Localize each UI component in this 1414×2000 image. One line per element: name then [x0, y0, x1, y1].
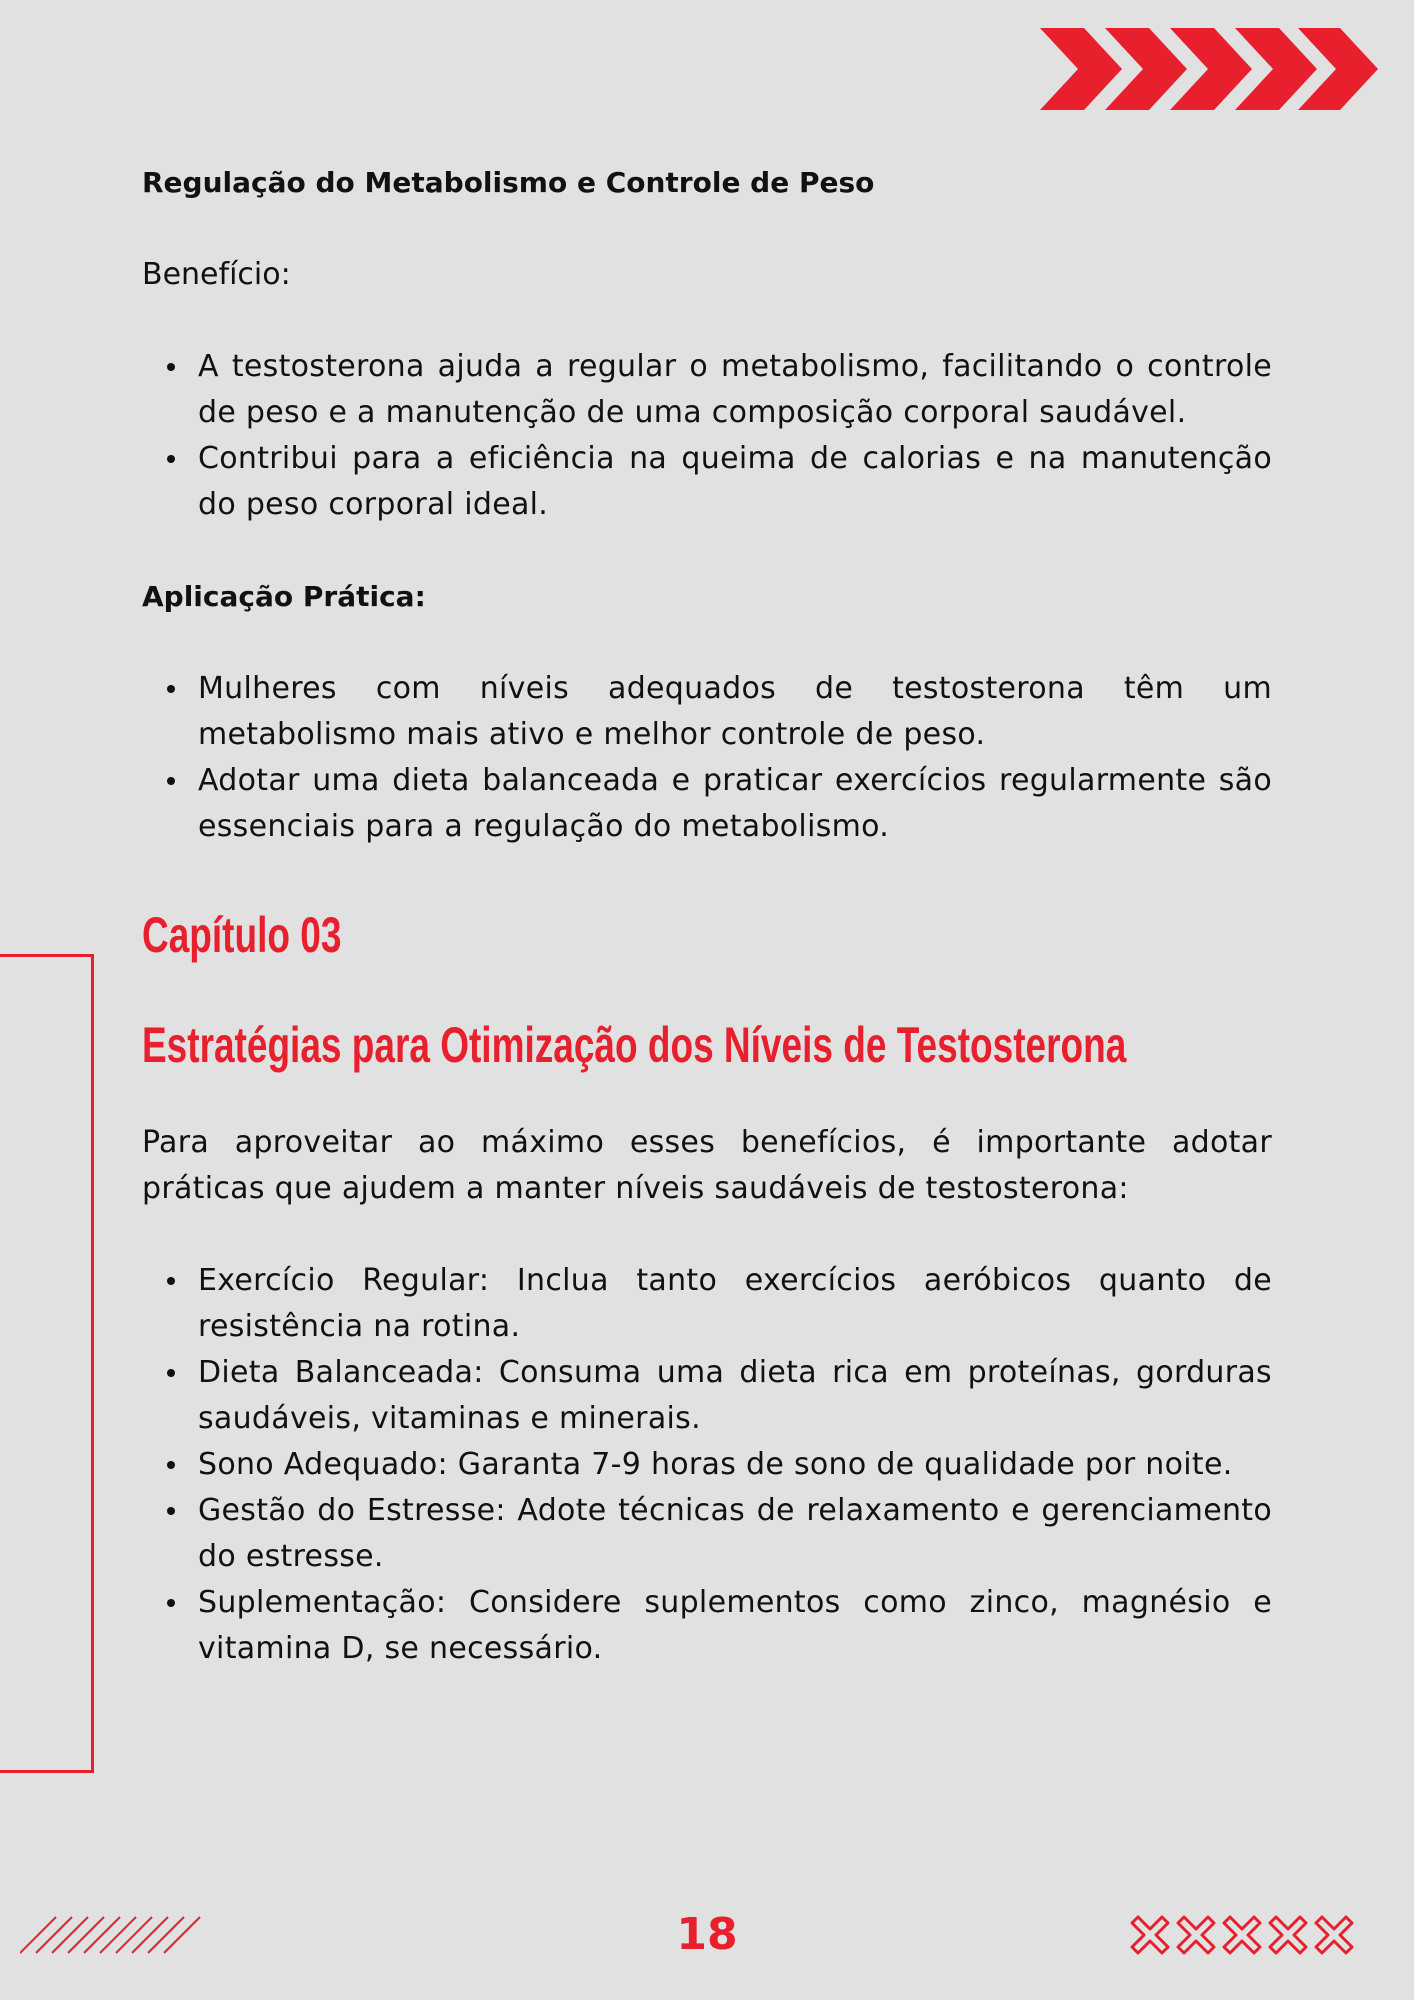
page-content: [142, 160, 1272, 1672]
list-item: Gestão do Estresse: Adote técnicas de relaxamento e gerenciamento do estresse.: [142, 1488, 1272, 1580]
list-item: A testosterona ajuda a regular o metabolismo, facilitando o controle de peso e a manutenção de uma composição corporal saudável.: [142, 344, 1272, 436]
chapter-title: Estratégias para Otimização dos Níveis de Testosterona: [142, 1017, 1127, 1073]
x-marks-icon: [1128, 1913, 1364, 1957]
benefit-list: [142, 344, 1272, 528]
list-item: Exercício Regular: Inclua tanto exercícios aeróbicos quanto de resistência na rotina.: [142, 1258, 1272, 1350]
application-label: Aplicação Prática:: [142, 580, 426, 613]
list-item: Mulheres com níveis adequados de testosterona têm um metabolismo mais ativo e melhor controle de peso.: [142, 666, 1272, 758]
chevrons-right-icon: [1040, 28, 1380, 110]
chapter-label: Capítulo 03: [142, 907, 342, 963]
list-item: Sono Adequado: Garanta 7-9 horas de sono de qualidade por noite.: [142, 1442, 1272, 1488]
chapter-intro: Para aproveitar ao máximo esses benefícios, é importante adotar práticas que ajudem a manter níveis saudáveis de testosterona:: [142, 1125, 1272, 1206]
page-number: 18: [676, 1909, 738, 1960]
diagonal-stripes-icon: [20, 1915, 220, 1955]
application-list: [142, 666, 1272, 850]
chevron-icon: [1040, 28, 1122, 110]
section-title: Regulação do Metabolismo e Controle de Peso: [142, 166, 875, 199]
chapter-bracket: [0, 954, 94, 1773]
list-item: Contribui para a eficiência na queima de calorias e na manutenção do peso corporal ideal.: [142, 436, 1272, 528]
strategy-list: [142, 1258, 1272, 1672]
benefit-label: Benefício:: [142, 257, 291, 292]
list-item: Dieta Balanceada: Consuma uma dieta rica em proteínas, gorduras saudáveis, vitaminas e minerais.: [142, 1350, 1272, 1442]
list-item: Suplementação: Considere suplementos como zinco, magnésio e vitamina D, se necessário.: [142, 1580, 1272, 1672]
list-item: Adotar uma dieta balanceada e praticar exercícios regularmente são essenciais para a regulação do metabolismo.: [142, 758, 1272, 850]
